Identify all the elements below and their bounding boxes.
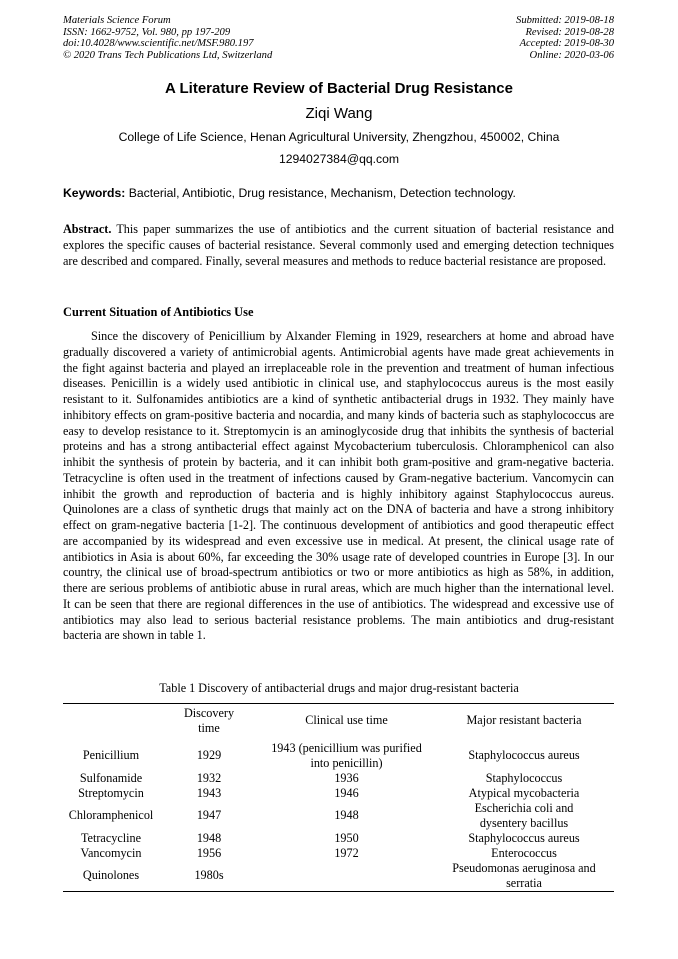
drug-name: Vancomycin [80, 845, 142, 860]
revised-date: Revised: 2019-08-28 [525, 26, 614, 38]
discovery-time: 1980s [194, 868, 224, 883]
keywords-list: Bacterial, Antibiotic, Drug resistance, Mechanism, Detection technology. [125, 186, 516, 200]
online-date: Online: 2020-03-06 [529, 49, 614, 61]
section-paragraph: Since the discovery of Penicillium by Alxander Fleming in 1929, researchers at home and abroad have gradually discovered a variety of antimicrobial agents. Antimicrobial agents have made great achievements in the fight against bacteria and played an irreplaceable role in the prevention and treatment of human infectious diseases. Penicillin is a widely used antibiotic in clinical use, and staphylococcus aureus is the most easily resistant to it. Sulfonamides antibiotics are a kind of synthetic antibacterial drugs in 1932. They mainly have inhibitory effects on gram-positive bacteria and nocardia, and many kinds of bacteria such as staphylococcus are easy to develop resistance to it. Streptomycin is an aminoglycoside drug that inhibits the synthesis of bacterial proteins and has a strong antibacterial effect against Mycobacterium tuberculosis. Chloramphenicol can also inhibit the synthesis of protein by bacteria, and it can inhibit both gram-positive and gram-negative bacteria. Tetracycline is often used in the treatment of infections caused by Gram-negative bacterium. Vancomycin can inhibit the growth and reproduction of bacteria and is highly inhibitory against Staphylococcus aureus. Quinolones are a class of synthetic drugs that mainly act on the DNA of bacteria and have a strong inhibitory effect on gram-negative bacteria [1-2]. The continuous development of antibiotics and good therapeutic effect are accompanied by its widespread and even excessive use in medical. At present, the clinical usage rate of antibiotics in Asia is about 60%, far exceeding the 30% usage rate of developed countries in Europe [3]. In our country, the clinical use of broad-spectrum antibiotics or two or more antibiotics as high as 58%, in addition, there are serious problems of antibiotic abuse in rural areas, which are much higher than the international level. It can be seen that there are regional differences in the use of antibiotics. The widespread and excessive use of antibiotics may also lead to serious bacterial resistance problems. The main antibiotics and drug-resistant bacteria are shown in table 1. [63, 329, 614, 643]
submitted-date: Submitted: 2019-08-18 [516, 15, 614, 26]
resistant-bacteria [434, 860, 614, 892]
clinical-use-time: 1948 [334, 808, 359, 823]
drug-name: Sulfonamide [79, 771, 143, 785]
resistant-bacteria: Atypical mycobacteria [468, 785, 580, 800]
table-row [63, 786, 614, 801]
section-heading: Current Situation of Antibiotics Use [63, 305, 254, 319]
discovery-time: 1943 [196, 785, 222, 800]
discovery-time: 1956 [196, 845, 222, 860]
keywords [63, 186, 615, 200]
paper-title: A Literature Review of Bacterial Drug Resistance [165, 80, 513, 97]
resistant-bacteria: Staphylococcus [485, 771, 563, 785]
drug-name: Penicillium [82, 748, 140, 763]
table-row [63, 860, 614, 892]
discovery-time: 1932 [196, 771, 222, 785]
drug-resistance-table [63, 703, 614, 892]
header-discovery-time [159, 704, 259, 741]
header-discovery-time-text: Discovery time [183, 706, 235, 735]
abstract-label: Abstract. [63, 222, 112, 236]
clinical-use-time [259, 740, 434, 771]
table-row [63, 831, 614, 846]
resistant-bacteria-text: Escherichia coli and dysentery bacillus [474, 801, 574, 830]
header-drug [63, 704, 159, 741]
table-header-row [63, 704, 614, 741]
drug-name: Chloramphenicol [68, 808, 154, 823]
abstract-text: This paper summarizes the use of antibiotics and the current situation of bacterial resistance and explores the specific causes of bacterial resistance. Several commonly used and emerging detection techniques are described and compared. Finally, several measures and methods to reduce bacterial resistance are proposed. [63, 222, 614, 268]
keywords-label: Keywords: [63, 186, 126, 200]
resistant-bacteria: Enterococcus [491, 845, 557, 860]
drug-name: Streptomycin [78, 785, 144, 800]
table-row [63, 740, 614, 771]
header-resistant-bacteria: Major resistant bacteria [466, 713, 582, 728]
clinical-use-time: 1972 [334, 845, 359, 860]
header-clinical-use-time: Clinical use time [305, 713, 388, 728]
discovery-time: 1929 [196, 748, 222, 763]
journal-copyright: © 2020 Trans Tech Publications Ltd, Switzerland [63, 49, 273, 61]
clinical-use-time: 1946 [334, 785, 359, 800]
accepted-date: Accepted: 2019-08-30 [519, 38, 614, 50]
resistant-bacteria [434, 800, 614, 831]
journal-header-left [63, 15, 272, 61]
paper-author: Ziqi Wang [305, 105, 373, 122]
clinical-use-time-text: 1943 (penicillium was purified into penicillin) [271, 741, 422, 770]
resistant-bacteria-text: Pseudomonas aeruginosa and serratia [452, 861, 596, 890]
table-row [63, 771, 614, 786]
clinical-use-time [259, 860, 434, 892]
drug-name: Quinolones [82, 868, 140, 883]
table-caption: Table 1 Discovery of antibacterial drugs and major drug-resistant bacteria [159, 681, 519, 695]
discovery-time: 1948 [196, 831, 222, 845]
author-email: 1294027384@qq.com [278, 152, 400, 166]
journal-doi: doi:10.4028/www.scientific.net/MSF.980.197 [63, 38, 254, 50]
journal-name: Materials Science Forum [63, 15, 171, 26]
journal-issn: ISSN: 1662-9752, Vol. 980, pp 197-209 [63, 26, 231, 38]
abstract [63, 222, 614, 269]
resistant-bacteria: Staphylococcus aureus [468, 748, 580, 763]
discovery-time: 1947 [196, 808, 222, 823]
author-affiliation: College of Life Science, Henan Agricultural University, Zhengzhou, 450002, China [118, 130, 560, 144]
journal-header-right [516, 15, 614, 61]
resistant-bacteria: Staphylococcus aureus [468, 831, 580, 845]
table-row [63, 846, 614, 861]
clinical-use-time: 1936 [334, 771, 359, 785]
clinical-use-time: 1950 [334, 831, 359, 845]
table-row [63, 800, 614, 831]
drug-name: Tetracycline [80, 831, 142, 845]
